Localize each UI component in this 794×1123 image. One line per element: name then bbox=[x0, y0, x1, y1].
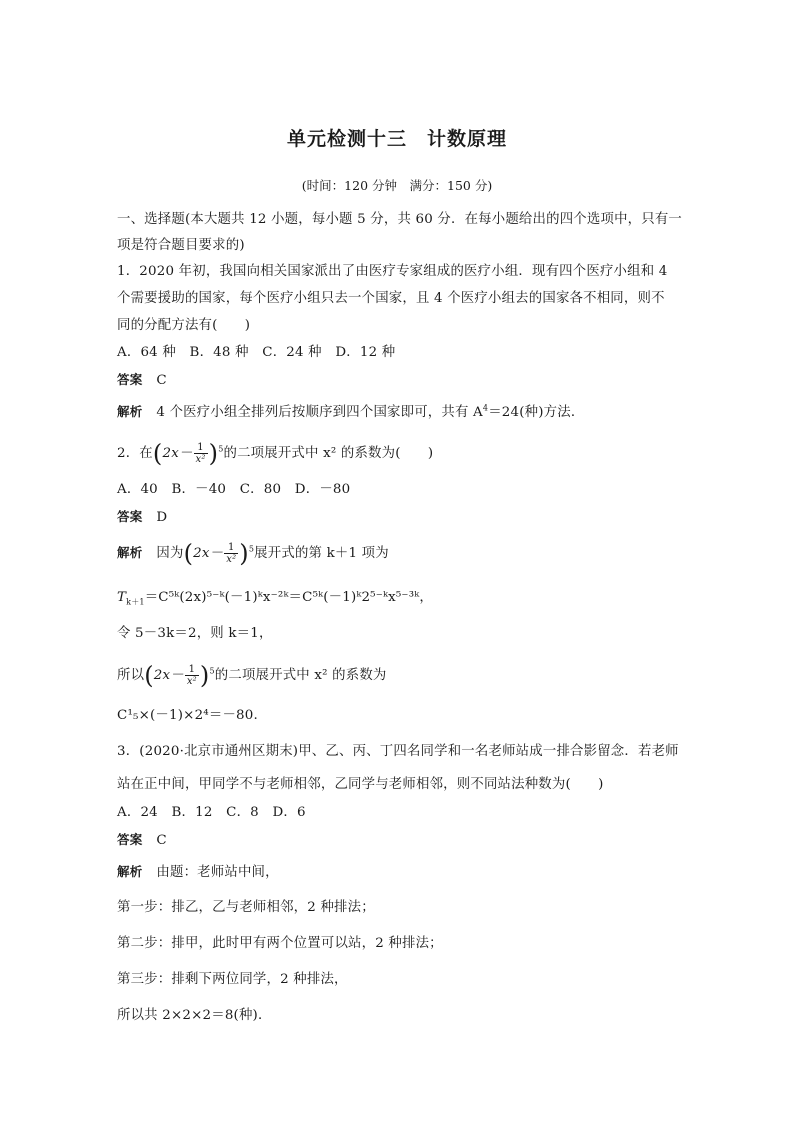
q1-answer bbox=[117, 370, 684, 391]
q2-options: A．40 B．－40 C．80 D．－80 bbox=[117, 482, 351, 497]
q2-answer: 答案 D bbox=[117, 509, 168, 525]
page-title: 单元检测十三 计数原理 bbox=[286, 128, 507, 150]
q2-general-term: $T_{k+1}=C^5ᵏ(2x)^{5-}ᵏ(-1)ᵏx^{-2}ᵏ=C^5ᵏ(-1)ᵏ2^{5-}ᵏx^{5-3}ᵏ$， bbox=[117, 590, 433, 607]
section-heading-line-1: 一、选择题(本大题共 12 小题，每小题 5 分，共 60 分．在每小题给出的四个选项中，只有一 bbox=[117, 212, 683, 227]
q1-stem-line-2: 个需要援助的国家，每个医疗小组只去一个国家，且 4 个医疗小组去的国家各不相同，则不 bbox=[117, 291, 665, 306]
q2-step-2: 所以(2x－ $\frac{1}{\text{x²}}$ )$^5$的二项展开式中 x² 的系数为 bbox=[117, 661, 387, 690]
q1-analysis: 解析 4 个医疗小组全排列后按顺序到四个国家即可，共有 $A^4=24$(种)方法． bbox=[117, 403, 585, 420]
q3-stem-line-1: 3．(2020·北京市通州区期末)甲、乙、丙、丁四名同学和一名老师站成一排合影留念．若老师 bbox=[117, 744, 679, 759]
q3-step-3: 第三步：排剩下两位同学，2 种排法， bbox=[117, 972, 348, 987]
q3-stem-line-2: 站在正中间，甲同学不与老师相邻，乙同学与老师相邻，则不同站法种数为( ) bbox=[117, 777, 604, 792]
q2-step-1: 令 5－3k＝2，则 k＝1， bbox=[117, 626, 273, 641]
answer-value: C bbox=[156, 373, 167, 388]
q2-analysis: 解析 因为(2x－ $\frac{1}{\text{x²}}$ )$^5$展开式的第 k＋1 项为 bbox=[117, 539, 389, 568]
q3-step-1: 第一步：排乙，乙与老师相邻，2 种排法； bbox=[117, 900, 375, 915]
q3-analysis: 解析 由题：老师站中间， bbox=[117, 864, 279, 880]
q2-stem: 2．在(2x－ $\frac{1}{\text{x²}}$ )$^5$的二项展开式中 x² 的系数为( ) bbox=[117, 439, 434, 468]
fraction: $\frac{1}{\text{x²}}$ bbox=[195, 442, 206, 465]
q1-stem-line-1: 1．2020 年初，我国向相关国家派出了由医疗专家组成的医疗小组．现有四个医疗小组和 4 bbox=[117, 264, 668, 279]
exam-info: (时间：120 分钟 满分：150 分) bbox=[301, 178, 493, 193]
answer-label: 答案 bbox=[117, 372, 143, 387]
q1-stem-line-3: 同的分配方法有( ) bbox=[117, 318, 251, 333]
q3-step-2: 第二步：排甲，此时甲有两个位置可以站，2 种排法； bbox=[117, 936, 443, 951]
section-heading-line-2: 项是符合题目要求的) bbox=[117, 238, 245, 253]
q2-result: C¹₅×(－1)×2⁴＝－80. bbox=[117, 708, 258, 723]
q3-options: A．24 B．12 C．8 D．6 bbox=[117, 805, 306, 820]
q3-answer: 答案 C bbox=[117, 832, 167, 848]
q1-options: A．64 种 B．48 种 C．24 种 D．12 种 bbox=[117, 345, 396, 360]
analysis-label: 解析 bbox=[117, 404, 143, 419]
q3-conclusion: 所以共 2×2×2＝8(种)． bbox=[117, 1008, 272, 1023]
